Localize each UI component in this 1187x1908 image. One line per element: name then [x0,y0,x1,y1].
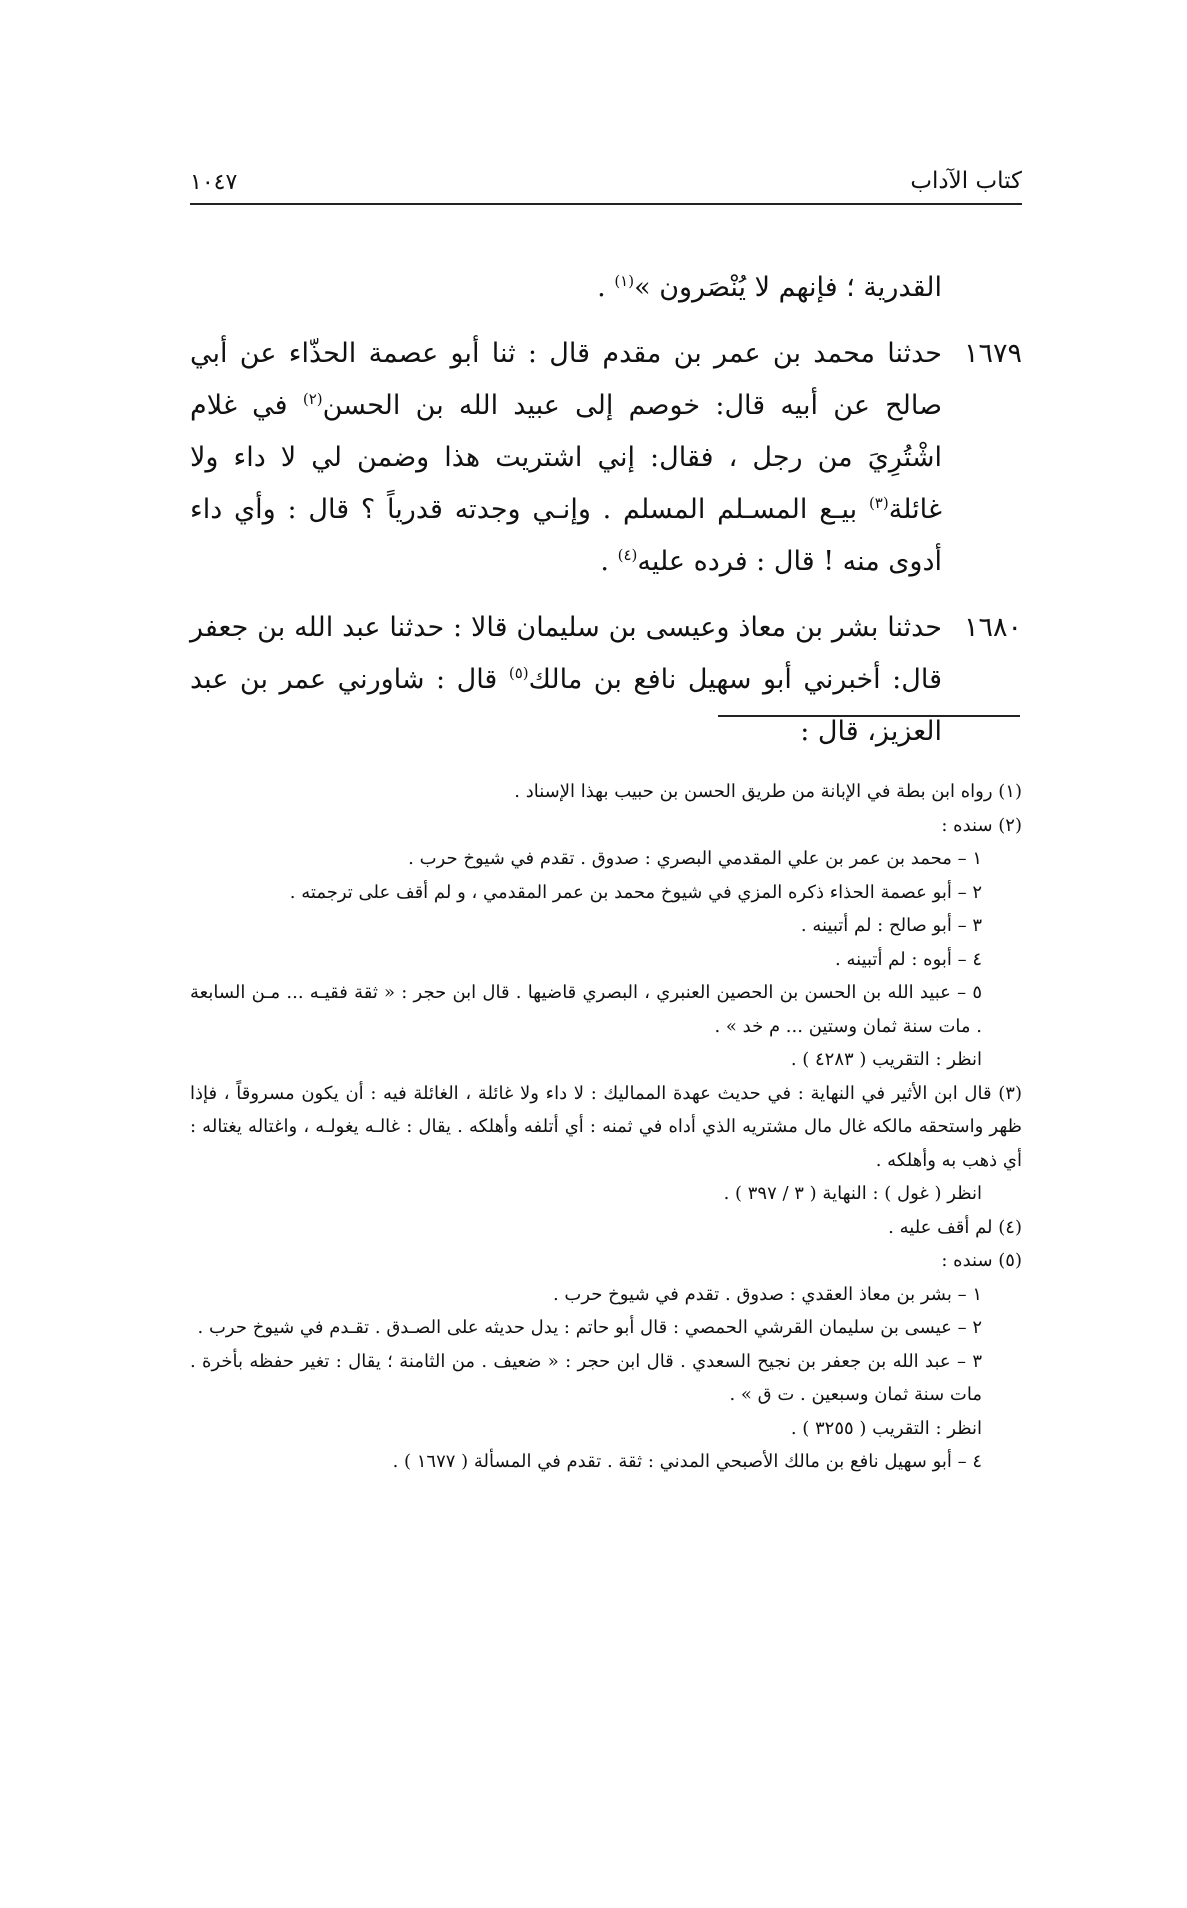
continuation-paragraph: القدرية ؛ فإنهم لا يُنْصَرون »$^{(١)}$ . [597,272,942,303]
footnote-line: ٢ – أبو عصمة الحذاء ذكره المزي في شيوخ محمد بن عمر المقدمي ، و لم أقف على ترجمته . [289,881,982,903]
entry-number: ١٦٨٠ [963,612,1022,643]
footnote-ref: (٥) [508,664,529,682]
footnote-line: ٤ – أبو سهيل نافع بن مالك الأصبحي المدني : ثقة . تقدم في المسألة ( ١٦٧٧ ) . [392,1451,982,1472]
footnote-line: ٢ – عيسى بن سليمان القرشي الحمصي : قال أبو حاتم : يدل حديثه على الصـدق . تقـدم في شيوخ حرب . [197,1317,982,1338]
header-rule [190,203,1022,205]
footnotes [190,775,1022,1479]
footnote-line: ١ – بشر بن معاذ العقدي : صدوق . تقدم في شيوخ حرب . [552,1283,982,1305]
hadith-entry-1680: ١٦٨٠ حدثنا بشر بن معاذ وعيسى بن سليمان قالا : حدثنا عبد الله بن جعفر قال: أخبرني أبو سهيل نافع بن مالك$^{(٥)}$ قال : شاورني عمر بن عبد العزيز، قال : [190,602,1022,758]
page-number: ١٠٤٧ [190,170,238,195]
running-title: كتاب الآداب [910,168,1022,194]
footnote-ref: (٢) [302,390,323,408]
footnote-separator [718,715,1020,717]
footnote-line: (٣) قال ابن الأثير في النهاية : في حديث عهدة المماليك : لا داء ولا غائلة ، الغائلة فيه : أن يكون مسروقاً ، فإذا ظهر واستحقه مالكه غال مال مشتريه الذي أداه في ثمنه : أي أتلفه وأهلكه . يقال : غالـه يغولـه ، واغتاله يغتاله : أي ذهب به وأهلكه . [190,1082,1022,1171]
footnote-line: ٤ – أبوه : لم أتبينه . [835,948,982,970]
footnote-ref: (١) [614,272,635,290]
footnote-line: ٣ – أبو صالح : لم أتبينه . [800,915,982,936]
footnote-ref: (٤) [617,546,638,564]
footnote-line: انظر ( غول ) : النهاية ( ٣ / ٣٩٧ ) . [723,1183,982,1204]
footnote-line: انظر : التقريب ( ٤٢٨٣ ) . [790,1049,982,1070]
footnote-line: (٤) لم أقف عليه . [888,1216,1022,1238]
footnote-ref: (٣) [868,494,889,512]
footnote-line: ٣ – عبد الله بن جعفر بن نجيح السعدي . قال ابن حجر : « ضعيف . من الثامنة ؛ يقال : تغير حفظه بأخرة . مات سنة ثمان وسبعين . ت ق » . [190,1350,982,1405]
footnote-line: ١ – محمد بن عمر بن علي المقدمي البصري : صدوق . تقدم في شيوخ حرب . [408,848,982,869]
footnote-line: ٥ – عبيد الله بن الحسن بن الحصين العنبري ، البصري قاضيها . قال ابن حجر : « ثقة فقيـه ... مـن السابعة . مات سنة ثمان وستين ... م خد » . [190,982,982,1037]
main-text [190,262,1022,758]
footnote-line: (٢) سنده : [941,814,1022,836]
footnote-line: انظر : التقريب ( ٣٢٥٥ ) . [790,1417,982,1439]
footnote-line: (٥) سنده : [941,1250,1022,1271]
entry-number: ١٦٧٩ [963,338,1022,369]
hadith-entry-1679: ١٦٧٩ حدثنا محمد بن عمر بن مقدم قال : ثنا أبو عصمة الحذّاء عن أبي صالح عن أبيه قال: خوصم إلى عبيد الله بن الحسن$^{(٢)}$ في غلام اشْتُرِيَ من رجل ، فقال: إني اشتريت هذا وضمن لي لا داء ولا غائلة$^{(٣)}$ بيـع المسـلم المسلم . وإنـي وجدته قدرياً ؟ قال : وأي داء أدوى منه ! قال : فرده عليه$^{(٤)}$ . [190,328,1022,588]
page-header [190,168,1022,206]
footnote-line: (١) رواه ابن بطة في الإبانة من طريق الحسن بن حبيب بهذا الإسناد . [514,781,1022,802]
